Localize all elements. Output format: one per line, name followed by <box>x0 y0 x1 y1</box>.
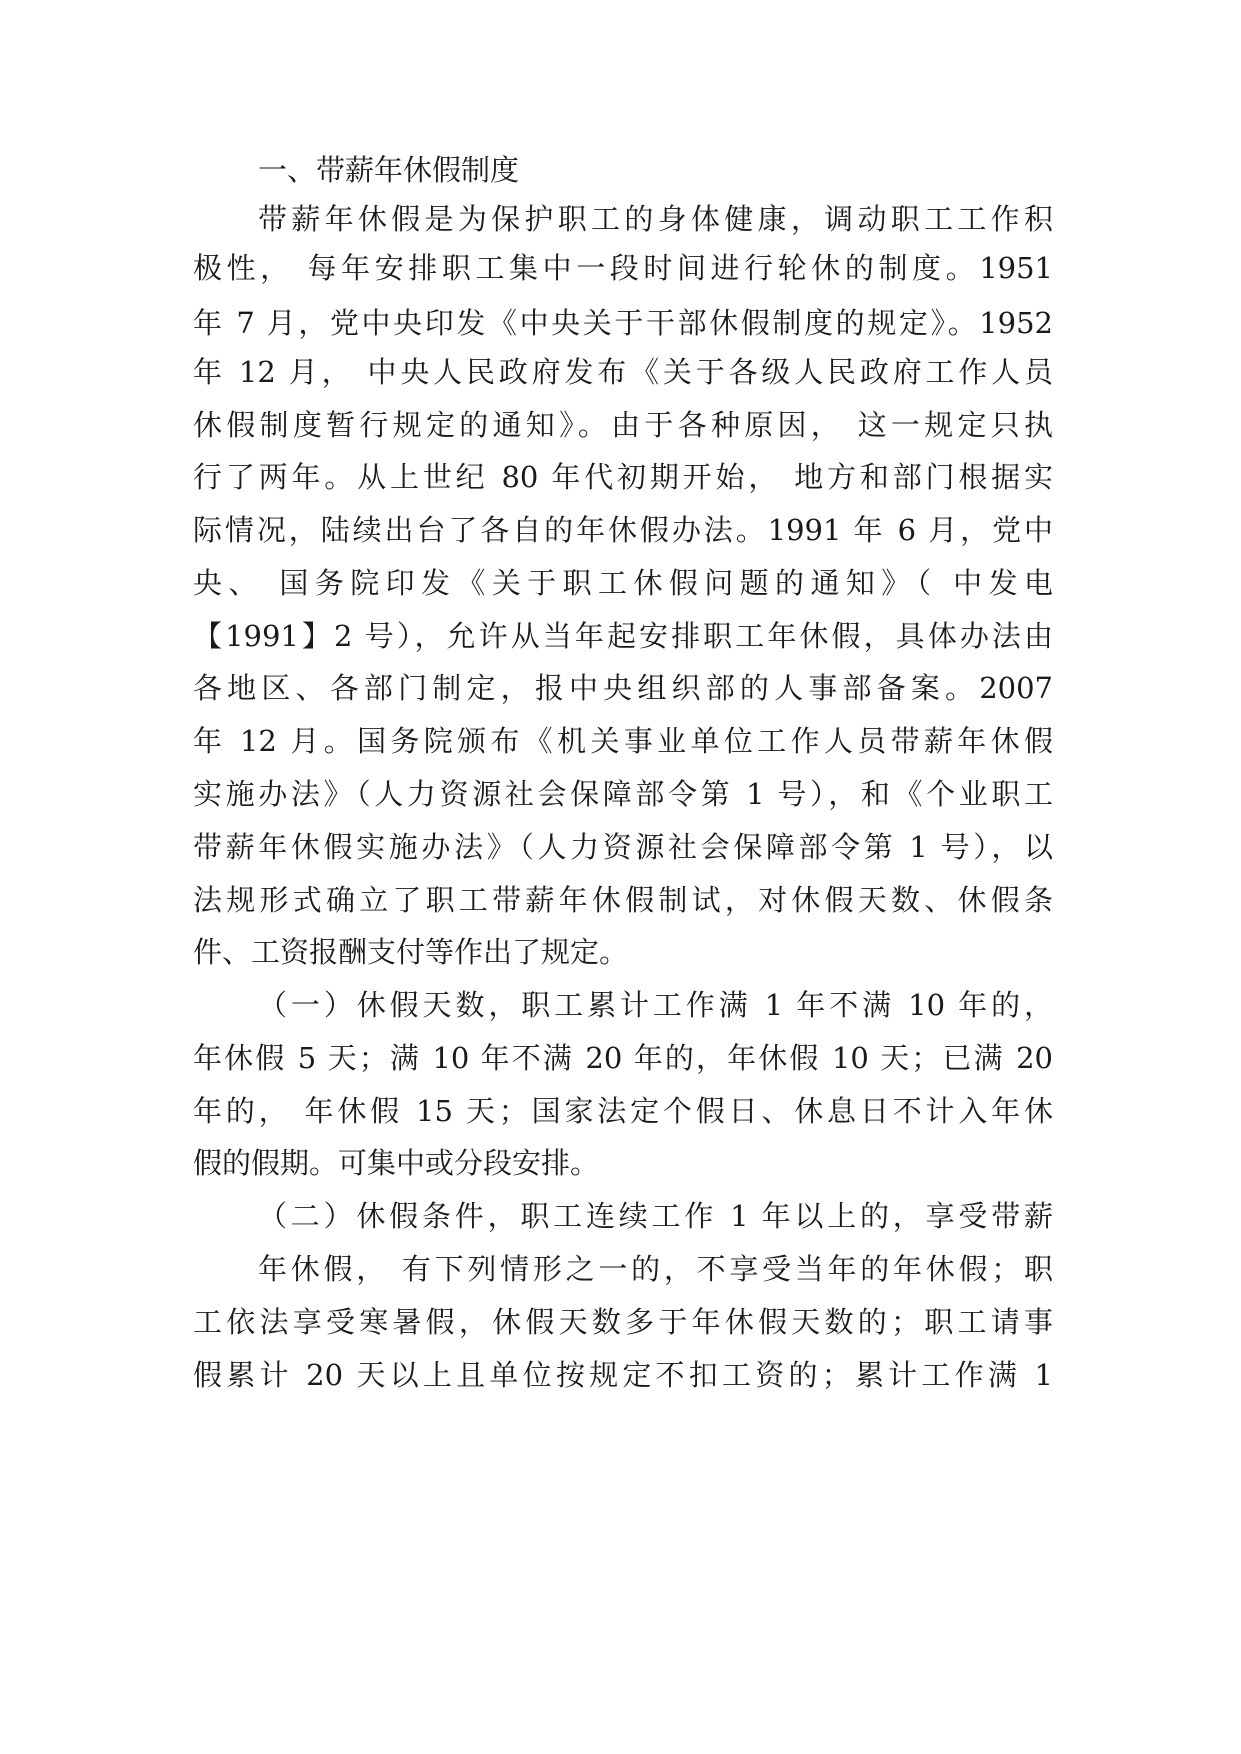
paragraph-line: 年 12 月。国务院颁布《机关事业单位工作人员带薪年休假 <box>193 724 1053 758</box>
paragraph-line: 年 7 月，党中央印发《中央关于干部休假制度的规定》。1952 <box>193 306 1053 340</box>
paragraph-line: 【1991】2 号），允许从当年起安排职工年休假，具体办法由 <box>193 619 1053 653</box>
paragraph-line: 件、工资报酬支付等作出了规定。 <box>193 935 629 969</box>
section-heading: 一、带薪年休假制度 <box>258 153 520 187</box>
paragraph-line: 带薪年休假实施办法》（人力资源社会保障部令第 1 号），以 <box>193 830 1053 864</box>
paragraph-line: （二）休假条件，职工连续工作 1 年以上的，享受带薪 <box>258 1199 1053 1233</box>
paragraph-line: 休假制度暂行规定的通知》。由于各种原因， 这一规定只执 <box>193 408 1053 442</box>
paragraph-line: 假累计 20 天以上且单位按规定不扣工资的；累计工作满 1 <box>193 1358 1053 1392</box>
paragraph-line: （一）休假天数，职工累计工作满 1 年不满 10 年的， <box>258 988 1053 1022</box>
paragraph-line: 各地区、各部门制定，报中央组织部的人事部备案。2007 <box>193 671 1053 705</box>
paragraph-line: 工依法享受寒暑假，休假天数多于年休假天数的；职工请事 <box>193 1305 1053 1339</box>
paragraph-line: 行了两年。从上世纪 80 年代初期开始， 地方和部门根据实 <box>193 460 1053 494</box>
paragraph-line: 实施办法》（人力资源社会保障部令第 1 号），和《个业职工 <box>193 777 1053 811</box>
paragraph-line: 际情况，陆续出台了各自的年休假办法。1991 年 6 月，党中 <box>193 513 1053 547</box>
paragraph-line: 年休假， 有下列情形之一的，不享受当年的年休假；职 <box>258 1252 1053 1286</box>
paragraph-line: 假的假期。可集中或分段安排。 <box>193 1146 600 1180</box>
paragraph-line: 央、 国务院印发《关于职工休假问题的通知》（ 中发电 <box>193 566 1053 600</box>
paragraph-line: 极性， 每年安排职工集中一段时间进行轮休的制度。1951 <box>193 251 1053 285</box>
paragraph-line: 带薪年休假是为保护职工的身体健康，调动职工工作积 <box>258 202 1053 236</box>
paragraph-line: 年 12 月， 中央人民政府发布《关于各级人民政府工作人员 <box>193 355 1053 389</box>
paragraph-line: 年休假 5 天；满 10 年不满 20 年的，年休假 10 天；已满 20 <box>193 1041 1053 1075</box>
paragraph-line: 法规形式确立了职工带薪年休假制试，对休假天数、休假条 <box>193 883 1053 917</box>
paragraph-line: 年的， 年休假 15 天；国家法定个假日、休息日不计入年休 <box>193 1094 1053 1128</box>
